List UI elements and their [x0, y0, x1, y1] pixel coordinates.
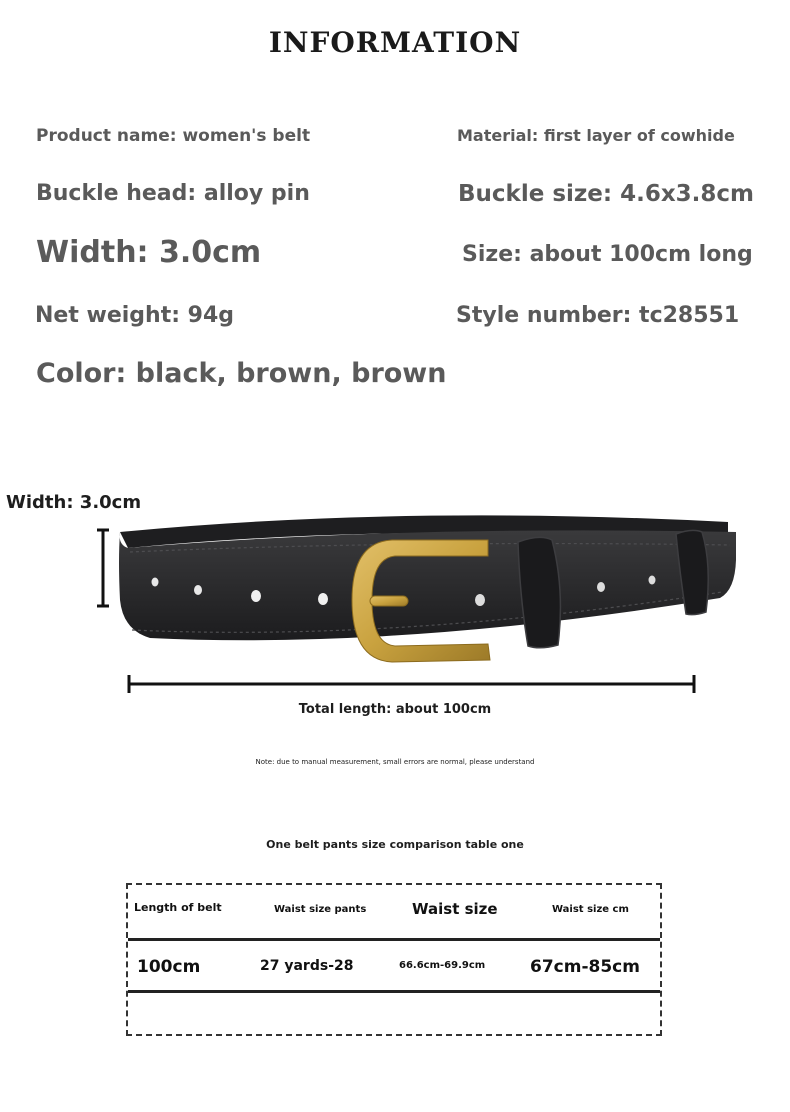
belt-hole [475, 594, 485, 606]
belt-hole [194, 585, 202, 595]
spec-size: Size: about 100cm long [462, 242, 753, 267]
table-divider [128, 990, 660, 993]
belt-loop [518, 537, 560, 647]
belt-hole [649, 576, 656, 585]
belt-diagram [0, 480, 790, 710]
spec-material: Material: first layer of cowhide [457, 126, 735, 145]
measurement-note: Note: due to manual measurement, small errors are normal, please understand [255, 758, 535, 766]
belt-hole [318, 593, 328, 605]
table-header-row [128, 885, 660, 938]
spec-product-name: Product name: women's belt [36, 126, 311, 146]
spec-buckle-size: Buckle size: 4.6x3.8cm [458, 181, 755, 207]
table-header-cell: Waist size [412, 900, 498, 918]
buckle-prong [370, 596, 408, 606]
table-header-cell: Length of belt [134, 901, 222, 914]
spec-buckle-head: Buckle head: alloy pin [36, 181, 310, 206]
spec-net-weight: Net weight: 94g [35, 303, 235, 328]
table-cell: 27 yards-28 [260, 958, 354, 974]
size-table-title: One belt pants size comparison table one [266, 838, 524, 851]
page-title: INFORMATION [268, 26, 522, 59]
belt-hole [152, 578, 159, 587]
total-length-label: Total length: about 100cm [298, 702, 492, 717]
table-row [128, 941, 660, 991]
spec-width: Width: 3.0cm [36, 235, 262, 270]
belt-hole [597, 582, 605, 592]
table-cell: 100cm [137, 957, 201, 977]
spec-color: Color: black, brown, brown [36, 358, 447, 389]
spec-style-number: Style number: tc28551 [456, 303, 740, 328]
table-header-cell: Waist size cm [552, 904, 629, 915]
table-cell: 66.6cm-69.9cm [399, 960, 486, 971]
table-header-cell: Waist size pants [274, 904, 367, 915]
size-table [126, 883, 662, 1036]
table-cell: 67cm-85cm [530, 957, 640, 977]
width-dimension-label: Width: 3.0cm [6, 492, 142, 513]
belt-hole [251, 590, 261, 602]
